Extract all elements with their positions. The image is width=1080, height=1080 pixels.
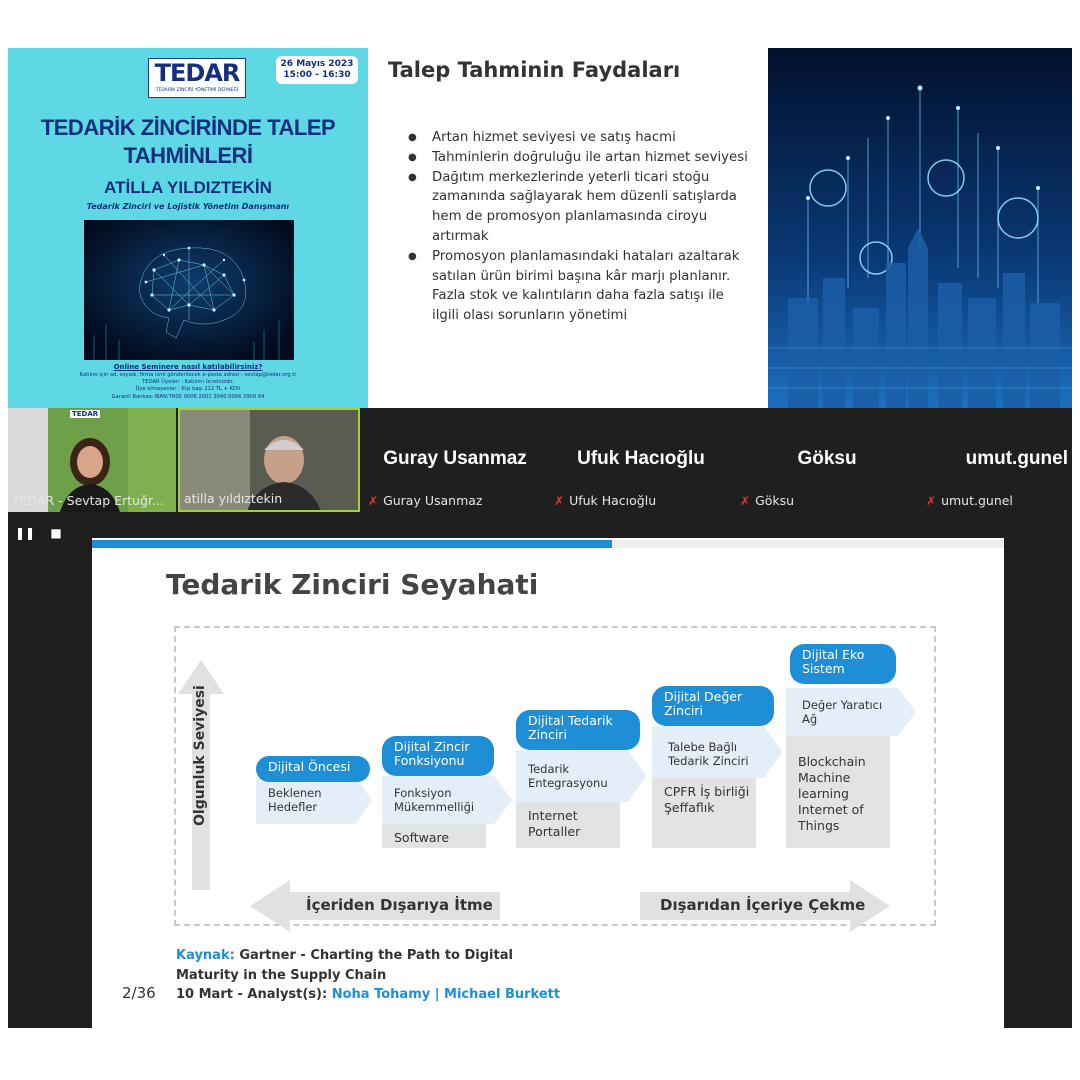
speaker-role: Tedarik Zinciri ve Lojistik Yönetim Danışmanı — [86, 202, 290, 211]
pause-icon[interactable]: ❚❚ — [14, 526, 36, 540]
stage-description: Tedarik Entegrasyonu — [528, 762, 608, 790]
slide-title: Tedarik Zinciri Seyahati — [166, 568, 539, 601]
participant-label: atilla yıldıztekin — [184, 491, 283, 506]
stage-tier-label: Internet Portaller — [516, 802, 620, 848]
participant-label: TEDAR - Sevtap Ertuğr... — [12, 493, 164, 508]
poster-title-line-1: TEDARİK ZİNCİRİNDE TALEP — [40, 115, 336, 140]
source-citation — [176, 946, 560, 1005]
event-time: 15:00 - 16:30 — [283, 70, 351, 80]
participant-label-text: Göksu — [755, 493, 795, 508]
slide-page-number: 2/36 — [122, 984, 156, 1002]
participant-strip — [8, 408, 1072, 512]
stage-heading: Dijital Tedarik Zinciri — [516, 710, 640, 750]
stage-tier-label: Software — [382, 824, 486, 848]
participant-label-text: Guray Usanmaz — [383, 493, 483, 508]
benefit-item: ● Promosyon planlamasındaki hataları azaltarak satılan ürün birimi başına kâr marjı planlanır. Fazla stok ve kalıntıların daha fazla satışı ile ilgili olası sorunların yönetimi — [408, 247, 748, 326]
participant-label-text: Ufuk Hacıoğlu — [569, 493, 657, 508]
event-date: 26 Mayıs 2023 — [280, 59, 354, 69]
participant-tile-atilla[interactable] — [178, 408, 360, 512]
analyst-name: Noha Tohamy — [331, 987, 431, 1002]
footer-line: Garanti Bankası IBAN:TR05 0006 2001 3040 0006 2909 84 — [111, 393, 265, 400]
participant-label — [368, 493, 482, 508]
logo-subtitle: TEDARİK ZİNCİRİ YÖNETİMİ DERNEĞİ — [155, 88, 239, 93]
stage-heading: Dijital Zincir Fonksiyonu — [382, 736, 494, 776]
stage-description: Değer Yaratıcı Ağ — [802, 698, 883, 726]
digital-city-image — [768, 48, 1072, 408]
muted-mic-icon: ✗ — [554, 494, 565, 508]
source-text: Gartner - Charting the Path to Digital — [239, 948, 513, 963]
participant-name: Ufuk Hacıoğlu — [577, 448, 705, 469]
stage-dijital-deger-zinciri — [652, 686, 782, 848]
stage-dijital-tedarik-zinciri — [516, 710, 646, 848]
benefits-title: Talep Tahminin Faydaları — [388, 58, 681, 82]
footer-line: TEDAR Üyeleri : Katılımı ücretsizdir. — [142, 379, 234, 386]
benefit-item: ● Artan hizmet seviyesi ve satış hacmi — [408, 128, 748, 148]
participant-tile-umut[interactable] — [922, 408, 1072, 512]
source-text: Maturity in the Supply Chain — [176, 967, 387, 983]
slide-progress-fill — [92, 540, 612, 548]
participant-name: Guray Usanmaz — [383, 448, 527, 469]
event-date-badge — [276, 56, 358, 84]
stage-heading: Dijital Öncesi — [256, 756, 370, 782]
brain-network-image — [84, 220, 294, 360]
maturity-axis-label: Olgunluk Seviyesi — [192, 685, 208, 826]
speaker-name: ATİLLA YILDIZTEKİN — [104, 178, 272, 197]
participant-tile-guray[interactable] — [364, 408, 546, 512]
stage-description: Beklenen Hedefler — [268, 786, 322, 814]
participant-tile-goksu[interactable] — [736, 408, 918, 512]
tedar-logo — [148, 58, 246, 98]
stop-icon[interactable]: ■ — [50, 526, 62, 540]
stage-description: Talebe Bağlı Tedarik Zinciri — [668, 740, 749, 768]
share-controls — [12, 520, 69, 546]
participant-label — [554, 493, 656, 508]
stage-description: Fonksiyon Mükemmelliği — [394, 786, 475, 814]
stage-tier-label: CPFR İş birliği Şeffaflık — [652, 778, 756, 848]
webinar-poster — [8, 48, 368, 408]
push-label: İçeriden Dışarıya İtme — [306, 896, 493, 914]
footer-line: Üye olmayanlar : Kişi başı 212 TL + KDV — [135, 386, 241, 393]
benefit-item: ● Tahminlerin doğruluğu ile artan hizmet seviyesi — [408, 148, 748, 168]
stage-dijital-eko-sistem — [786, 644, 918, 848]
join-question: Online Seminere nasıl katılabilirsiniz? — [113, 363, 263, 371]
footer-line: Katılım için ad, soyadı, firma ismi gönderilecek e-posta adresi : sevtap@tedar.org.tr — [79, 372, 297, 378]
benefits-list — [408, 128, 748, 326]
analyst-separator: | — [434, 987, 440, 1002]
source-date: 10 Mart - Analyst(s): — [176, 987, 328, 1002]
participant-name: umut.gunel — [965, 448, 1068, 469]
participant-label-text: umut.gunel — [941, 493, 1013, 508]
participant-label — [926, 493, 1013, 508]
muted-mic-icon: ✗ — [926, 494, 937, 508]
participant-tile-ufuk[interactable] — [550, 408, 732, 512]
poster-footer — [8, 362, 368, 401]
logo-text: TEDAR — [154, 59, 240, 87]
stage-heading: Dijital Eko Sistem — [790, 644, 896, 684]
analyst-name: Michael Burkett — [444, 987, 561, 1002]
stage-tier-label: Blockchain Machine learning Internet of Things — [786, 736, 890, 848]
stage-dijital-zincir-fonksiyonu — [382, 736, 512, 848]
stage-heading: Dijital Değer Zinciri — [652, 686, 774, 726]
muted-mic-icon: ✗ — [740, 494, 751, 508]
participant-tile-sevtap[interactable] — [8, 408, 176, 512]
muted-mic-icon: ✗ — [368, 494, 379, 508]
source-prefix: Kaynak: — [176, 948, 235, 963]
pull-label: Dışarıdan İçeriye Çekme — [660, 896, 866, 914]
tedar-mini-logo: TEDAR — [72, 410, 99, 418]
benefit-item: ● Dağıtım merkezlerinde yeterli ticari stoğu zamanında sağlayarak hem düzenli satışlarda hem de promosyon planlamasında ciroyu artırmak — [408, 168, 748, 247]
participant-name: Göksu — [797, 448, 857, 469]
participant-label — [740, 493, 794, 508]
stage-dijital-oncesi — [256, 756, 372, 826]
poster-title-line-2: TAHMİNLERİ — [123, 143, 253, 168]
poster-title — [8, 114, 368, 170]
